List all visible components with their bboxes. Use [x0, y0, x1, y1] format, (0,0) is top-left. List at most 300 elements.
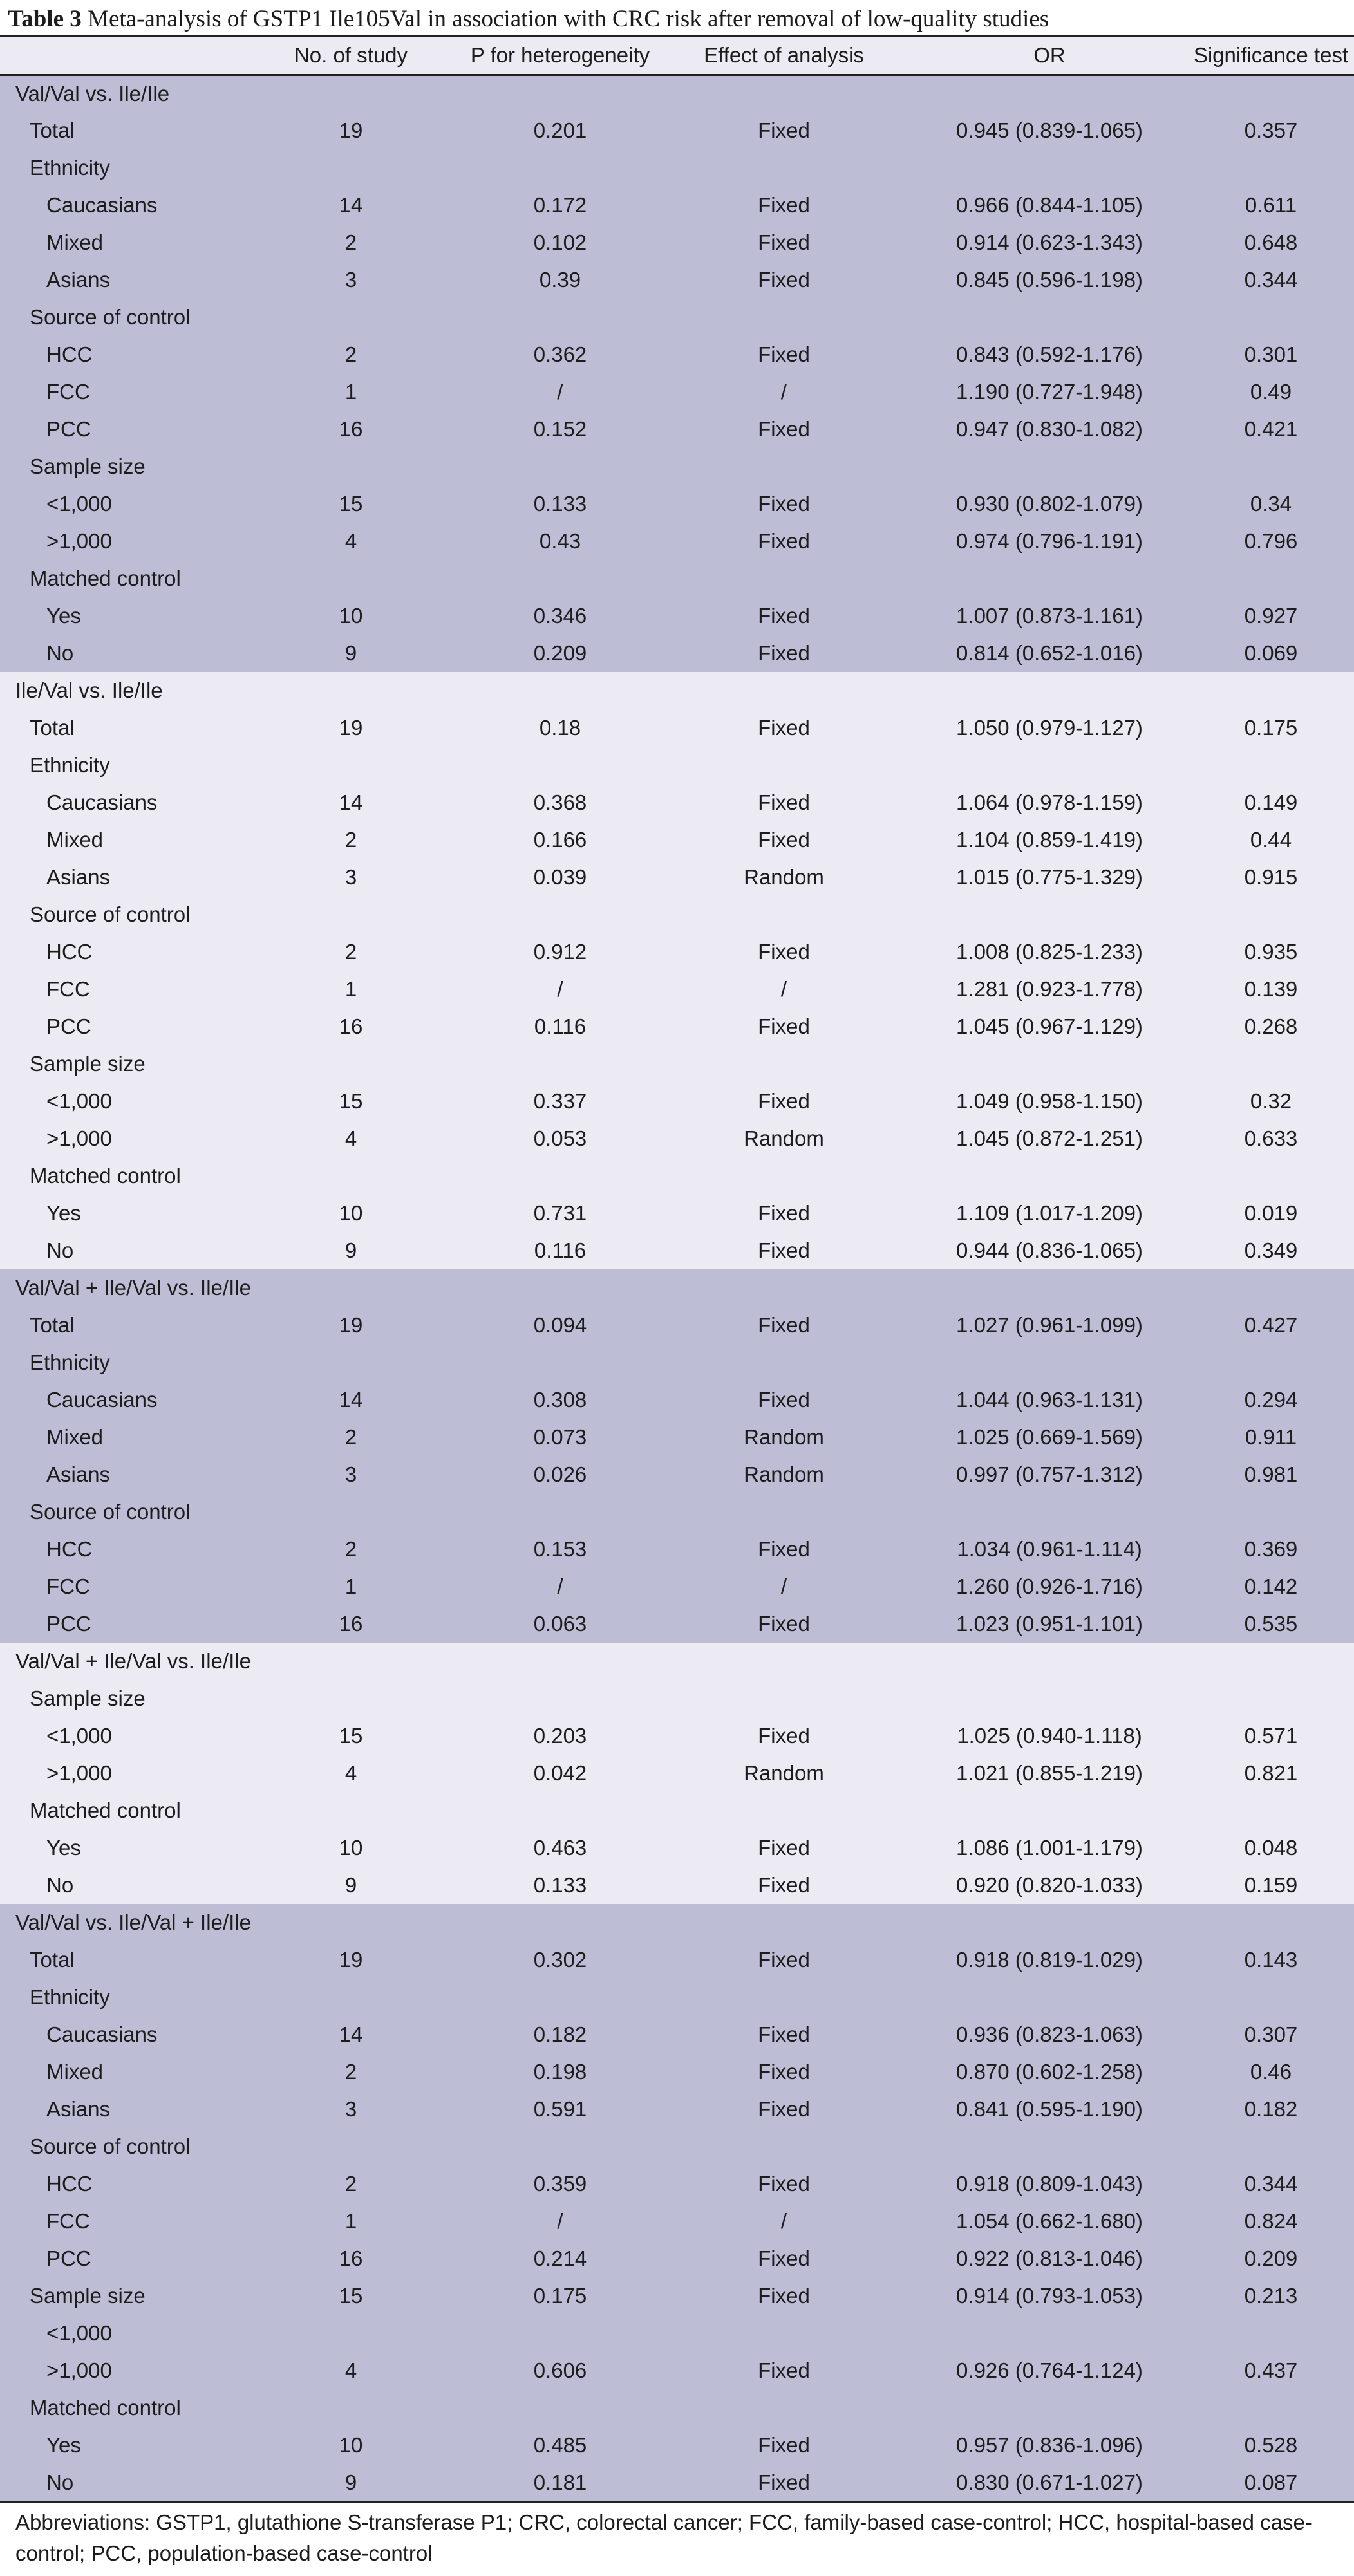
cell-p-heterogeneity: [464, 2315, 657, 2352]
table-row: [0, 2389, 1354, 2427]
row-label: FCC: [0, 971, 238, 1008]
cell-significance: 0.535: [1188, 1605, 1354, 1643]
cell-or: 1.050 (0.979-1.127): [911, 709, 1188, 747]
cell-no-of-study: 3: [238, 859, 464, 896]
row-label: No: [0, 635, 238, 672]
table-row: [0, 896, 1354, 933]
section-title-row: [0, 75, 1354, 112]
cell-or: [911, 560, 1188, 597]
table-row: [0, 784, 1354, 821]
cell-p-heterogeneity: /: [464, 1568, 657, 1605]
cell-significance: [1188, 448, 1354, 485]
cell-or: [911, 1680, 1188, 1717]
row-label: Mixed: [0, 821, 238, 859]
table-row: [0, 1083, 1354, 1120]
cell-p-heterogeneity: [464, 1045, 657, 1083]
table-row: [0, 485, 1354, 523]
row-label: <1,000: [0, 1083, 238, 1120]
cell-no-of-study: 2: [238, 2053, 464, 2091]
cell-no-of-study: [238, 1979, 464, 2016]
cell-or: 1.045 (0.872-1.251): [911, 1120, 1188, 1157]
cell-effect: [657, 1344, 911, 1381]
cell-effect: /: [657, 1568, 911, 1605]
row-label: No: [0, 1232, 238, 1269]
cell-effect: Random: [657, 1419, 911, 1456]
table-caption-text: Meta-analysis of GSTP1 Ile105Val in association with CRC risk after removal of low-quality studies: [88, 6, 1049, 32]
cell-or: [911, 2128, 1188, 2165]
cell-effect: Fixed: [657, 2277, 911, 2315]
cell-effect: Fixed: [657, 1717, 911, 1755]
cell-or: 0.922 (0.813-1.046): [911, 2240, 1188, 2277]
cell-effect: [657, 448, 911, 485]
cell-effect: Fixed: [657, 261, 911, 299]
cell-p-heterogeneity: /: [464, 971, 657, 1008]
row-label: Caucasians: [0, 1381, 238, 1419]
table-row: [0, 560, 1354, 597]
table-row: [0, 2240, 1354, 2277]
cell-no-of-study: 1: [238, 2203, 464, 2240]
cell-effect: Fixed: [657, 1232, 911, 1269]
cell-or: 0.914 (0.793-1.053): [911, 2277, 1188, 2315]
table-caption: [0, 0, 1354, 37]
table-row: [0, 448, 1354, 485]
cell-p-heterogeneity: 0.308: [464, 1381, 657, 1419]
row-label: <1,000: [0, 2315, 238, 2352]
cell-significance: 0.087: [1188, 2464, 1354, 2501]
cell-or: 0.997 (0.757-1.312): [911, 1456, 1188, 1493]
cell-or: 0.830 (0.671-1.027): [911, 2464, 1188, 2501]
cell-or: 1.023 (0.951-1.101): [911, 1605, 1188, 1643]
cell-or: 0.947 (0.830-1.082): [911, 411, 1188, 448]
cell-no-of-study: 2: [238, 933, 464, 971]
cell-or: [911, 448, 1188, 485]
row-label: Total: [0, 709, 238, 747]
row-label: <1,000: [0, 1717, 238, 1755]
row-label: Sample size: [0, 448, 238, 485]
cell-no-of-study: 10: [238, 1829, 464, 1867]
cell-or: [911, 1979, 1188, 2016]
row-label: FCC: [0, 373, 238, 411]
section-title-row: [0, 1643, 1354, 1680]
cell-no-of-study: 2: [238, 1419, 464, 1456]
cell-no-of-study: 15: [238, 1717, 464, 1755]
cell-significance: [1188, 1157, 1354, 1195]
cell-p-heterogeneity: [464, 560, 657, 597]
cell-no-of-study: 1: [238, 971, 464, 1008]
row-label: Yes: [0, 1195, 238, 1232]
cell-no-of-study: 9: [238, 2464, 464, 2501]
cell-effect: [657, 896, 911, 933]
table-row: [0, 1195, 1354, 1232]
table-row: [0, 299, 1354, 336]
cell-no-of-study: [238, 1344, 464, 1381]
cell-no-of-study: [238, 560, 464, 597]
cell-effect: Fixed: [657, 1829, 911, 1867]
cell-effect: Fixed: [657, 411, 911, 448]
cell-p-heterogeneity: [464, 149, 657, 187]
cell-significance: 0.821: [1188, 1755, 1354, 1792]
cell-effect: Fixed: [657, 1307, 911, 1344]
row-label: HCC: [0, 1531, 238, 1568]
cell-effect: Fixed: [657, 709, 911, 747]
header-cell-label: [0, 37, 238, 75]
cell-or: 1.054 (0.662-1.680): [911, 2203, 1188, 2240]
cell-effect: Fixed: [657, 784, 911, 821]
row-label: Total: [0, 1941, 238, 1979]
cell-or: 1.025 (0.940-1.118): [911, 1717, 1188, 1755]
cell-p-heterogeneity: 0.094: [464, 1307, 657, 1344]
cell-p-heterogeneity: 0.201: [464, 112, 657, 149]
cell-or: [911, 1493, 1188, 1531]
cell-effect: Random: [657, 1755, 911, 1792]
row-label: >1,000: [0, 1755, 238, 1792]
row-label: Yes: [0, 2427, 238, 2464]
cell-or: 1.190 (0.727-1.948): [911, 373, 1188, 411]
cell-p-heterogeneity: 0.606: [464, 2352, 657, 2389]
cell-or: 1.034 (0.961-1.114): [911, 1531, 1188, 1568]
cell-effect: Fixed: [657, 635, 911, 672]
table-row: [0, 821, 1354, 859]
cell-p-heterogeneity: 0.39: [464, 261, 657, 299]
table-row: [0, 2427, 1354, 2464]
cell-effect: Fixed: [657, 224, 911, 261]
table-row: [0, 1232, 1354, 1269]
cell-no-of-study: 2: [238, 1531, 464, 1568]
cell-no-of-study: [238, 2389, 464, 2427]
row-label: Ethnicity: [0, 1979, 238, 2016]
cell-effect: Fixed: [657, 336, 911, 373]
cell-or: 0.944 (0.836-1.065): [911, 1232, 1188, 1269]
cell-no-of-study: 9: [238, 1232, 464, 1269]
cell-or: 1.260 (0.926-1.716): [911, 1568, 1188, 1605]
cell-p-heterogeneity: 0.203: [464, 1717, 657, 1755]
table-row: [0, 1941, 1354, 1979]
row-label: Ethnicity: [0, 1344, 238, 1381]
cell-significance: 0.307: [1188, 2016, 1354, 2053]
cell-effect: [657, 1792, 911, 1829]
row-label: Ethnicity: [0, 149, 238, 187]
row-label: Sample size: [0, 1680, 238, 1717]
cell-significance: 0.935: [1188, 933, 1354, 971]
cell-effect: Fixed: [657, 1605, 911, 1643]
cell-p-heterogeneity: 0.039: [464, 859, 657, 896]
cell-or: 0.841 (0.595-1.190): [911, 2091, 1188, 2128]
table-row: [0, 635, 1354, 672]
cell-or: 0.926 (0.764-1.124): [911, 2352, 1188, 2389]
row-label: Yes: [0, 1829, 238, 1867]
cell-significance: 0.268: [1188, 1008, 1354, 1045]
cell-effect: Fixed: [657, 2016, 911, 2053]
table-row: [0, 1568, 1354, 1605]
table-row: [0, 1157, 1354, 1195]
row-label: PCC: [0, 1008, 238, 1045]
cell-no-of-study: [238, 1157, 464, 1195]
cell-p-heterogeneity: 0.485: [464, 2427, 657, 2464]
header-cell-significance: Significance test: [1188, 37, 1354, 75]
row-label: Matched control: [0, 560, 238, 597]
cell-or: 1.049 (0.958-1.150): [911, 1083, 1188, 1120]
row-label: Total: [0, 1307, 238, 1344]
row-label: FCC: [0, 1568, 238, 1605]
cell-or: 1.045 (0.967-1.129): [911, 1008, 1188, 1045]
cell-p-heterogeneity: 0.182: [464, 2016, 657, 2053]
table-row: [0, 1680, 1354, 1717]
cell-p-heterogeneity: [464, 1157, 657, 1195]
cell-or: [911, 2389, 1188, 2427]
meta-analysis-table: [0, 37, 1354, 2501]
cell-p-heterogeneity: 0.368: [464, 784, 657, 821]
cell-significance: [1188, 1792, 1354, 1829]
cell-significance: 0.294: [1188, 1381, 1354, 1419]
cell-no-of-study: 2: [238, 2165, 464, 2203]
cell-no-of-study: 16: [238, 411, 464, 448]
table-row: [0, 1120, 1354, 1157]
row-label: Caucasians: [0, 187, 238, 224]
header-cell-p-heterogeneity: P for heterogeneity: [464, 37, 657, 75]
section-title-row: [0, 1269, 1354, 1307]
table-row: [0, 2277, 1354, 2315]
cell-p-heterogeneity: 0.172: [464, 187, 657, 224]
cell-effect: [657, 1680, 911, 1717]
cell-significance: 0.633: [1188, 1120, 1354, 1157]
cell-or: 0.814 (0.652-1.016): [911, 635, 1188, 672]
cell-effect: Fixed: [657, 1867, 911, 1904]
cell-significance: 0.915: [1188, 859, 1354, 896]
cell-effect: [657, 1979, 911, 2016]
cell-or: 1.021 (0.855-1.219): [911, 1755, 1188, 1792]
section-title: Val/Val + Ile/Val vs. Ile/Ile: [0, 1643, 1354, 1680]
cell-no-of-study: 3: [238, 2091, 464, 2128]
table-row: [0, 1045, 1354, 1083]
section-title: Val/Val vs. Ile/Ile: [0, 75, 1354, 112]
cell-significance: 0.344: [1188, 261, 1354, 299]
cell-effect: [657, 560, 911, 597]
cell-significance: [1188, 1680, 1354, 1717]
cell-effect: Fixed: [657, 187, 911, 224]
cell-no-of-study: [238, 1045, 464, 1083]
cell-effect: Fixed: [657, 2091, 911, 2128]
cell-no-of-study: 4: [238, 2352, 464, 2389]
cell-no-of-study: 1: [238, 373, 464, 411]
cell-or: 1.104 (0.859-1.419): [911, 821, 1188, 859]
cell-significance: 0.571: [1188, 1717, 1354, 1755]
cell-effect: [657, 1045, 911, 1083]
cell-no-of-study: [238, 448, 464, 485]
cell-significance: 0.421: [1188, 411, 1354, 448]
cell-no-of-study: 14: [238, 1381, 464, 1419]
table-row: [0, 1493, 1354, 1531]
cell-no-of-study: [238, 149, 464, 187]
cell-significance: 0.49: [1188, 373, 1354, 411]
cell-significance: 0.427: [1188, 1307, 1354, 1344]
cell-no-of-study: 15: [238, 485, 464, 523]
cell-significance: [1188, 2128, 1354, 2165]
cell-p-heterogeneity: 0.463: [464, 1829, 657, 1867]
cell-no-of-study: 16: [238, 1605, 464, 1643]
cell-effect: Fixed: [657, 933, 911, 971]
row-label: Caucasians: [0, 2016, 238, 2053]
cell-significance: 0.369: [1188, 1531, 1354, 1568]
row-label: PCC: [0, 411, 238, 448]
cell-or: [911, 747, 1188, 784]
cell-no-of-study: 3: [238, 1456, 464, 1493]
header-cell-effect: Effect of analysis: [657, 37, 911, 75]
table-row: [0, 2128, 1354, 2165]
cell-significance: 0.357: [1188, 112, 1354, 149]
table-section: [0, 75, 1354, 672]
cell-significance: 0.159: [1188, 1867, 1354, 1904]
cell-no-of-study: 10: [238, 1195, 464, 1232]
cell-significance: 0.34: [1188, 485, 1354, 523]
cell-or: [911, 299, 1188, 336]
cell-no-of-study: [238, 896, 464, 933]
cell-significance: 0.143: [1188, 1941, 1354, 1979]
table-section: [0, 1643, 1354, 1904]
cell-p-heterogeneity: [464, 1792, 657, 1829]
cell-no-of-study: 15: [238, 2277, 464, 2315]
cell-significance: [1188, 1045, 1354, 1083]
table-row: [0, 747, 1354, 784]
cell-p-heterogeneity: /: [464, 2203, 657, 2240]
cell-no-of-study: [238, 747, 464, 784]
table-row: [0, 2315, 1354, 2352]
row-label: Yes: [0, 597, 238, 635]
cell-or: [911, 1045, 1188, 1083]
cell-or: 1.025 (0.669-1.569): [911, 1419, 1188, 1456]
cell-effect: [657, 2128, 911, 2165]
table-row: [0, 2352, 1354, 2389]
row-label: >1,000: [0, 2352, 238, 2389]
cell-significance: 0.069: [1188, 635, 1354, 672]
row-label: Mixed: [0, 2053, 238, 2091]
cell-p-heterogeneity: [464, 2128, 657, 2165]
table-row: [0, 149, 1354, 187]
table-row: [0, 1979, 1354, 2016]
cell-or: 1.109 (1.017-1.209): [911, 1195, 1188, 1232]
table-row: [0, 336, 1354, 373]
cell-p-heterogeneity: [464, 448, 657, 485]
table-header: [0, 37, 1354, 75]
row-label: Asians: [0, 261, 238, 299]
table-row: [0, 1867, 1354, 1904]
table-row: [0, 224, 1354, 261]
section-title: Val/Val + Ile/Val vs. Ile/Ile: [0, 1269, 1354, 1307]
cell-or: [911, 1792, 1188, 1829]
table-row: [0, 1344, 1354, 1381]
cell-p-heterogeneity: 0.302: [464, 1941, 657, 1979]
cell-significance: 0.648: [1188, 224, 1354, 261]
cell-p-heterogeneity: [464, 1979, 657, 2016]
row-label: >1,000: [0, 523, 238, 560]
table-row: [0, 1717, 1354, 1755]
cell-p-heterogeneity: 0.362: [464, 336, 657, 373]
table-row: [0, 2203, 1354, 2240]
section-title-row: [0, 672, 1354, 709]
row-label: Source of control: [0, 2128, 238, 2165]
cell-effect: Fixed: [657, 112, 911, 149]
row-label: Mixed: [0, 1419, 238, 1456]
cell-significance: [1188, 2315, 1354, 2352]
cell-p-heterogeneity: [464, 1344, 657, 1381]
table-row: [0, 1419, 1354, 1456]
cell-or: 1.027 (0.961-1.099): [911, 1307, 1188, 1344]
cell-significance: [1188, 2389, 1354, 2427]
row-label: <1,000: [0, 485, 238, 523]
cell-p-heterogeneity: 0.731: [464, 1195, 657, 1232]
cell-effect: [657, 1493, 911, 1531]
cell-no-of-study: 19: [238, 709, 464, 747]
cell-p-heterogeneity: 0.591: [464, 2091, 657, 2128]
cell-p-heterogeneity: 0.042: [464, 1755, 657, 1792]
table-row: [0, 1829, 1354, 1867]
cell-or: 0.920 (0.820-1.033): [911, 1867, 1188, 1904]
table-section: [0, 672, 1354, 1269]
cell-effect: Fixed: [657, 1381, 911, 1419]
cell-or: [911, 1157, 1188, 1195]
cell-p-heterogeneity: 0.359: [464, 2165, 657, 2203]
row-label: Sample size: [0, 2277, 238, 2315]
row-label: Total: [0, 112, 238, 149]
cell-or: 0.945 (0.839-1.065): [911, 112, 1188, 149]
row-label: Source of control: [0, 896, 238, 933]
table-row: [0, 709, 1354, 747]
cell-effect: Fixed: [657, 2427, 911, 2464]
cell-significance: 0.182: [1188, 2091, 1354, 2128]
cell-significance: 0.981: [1188, 1456, 1354, 1493]
row-label: FCC: [0, 2203, 238, 2240]
row-label: HCC: [0, 933, 238, 971]
cell-effect: Fixed: [657, 2464, 911, 2501]
cell-effect: Fixed: [657, 2165, 911, 2203]
row-label: Ethnicity: [0, 747, 238, 784]
cell-or: 0.957 (0.836-1.096): [911, 2427, 1188, 2464]
cell-p-heterogeneity: 0.053: [464, 1120, 657, 1157]
cell-or: [911, 149, 1188, 187]
cell-no-of-study: [238, 2315, 464, 2352]
cell-no-of-study: [238, 1493, 464, 1531]
cell-p-heterogeneity: 0.912: [464, 933, 657, 971]
cell-effect: /: [657, 2203, 911, 2240]
table-row: [0, 2464, 1354, 2501]
cell-significance: 0.149: [1188, 784, 1354, 821]
cell-significance: 0.911: [1188, 1419, 1354, 1456]
cell-no-of-study: 2: [238, 336, 464, 373]
cell-p-heterogeneity: 0.198: [464, 2053, 657, 2091]
table-row: [0, 1792, 1354, 1829]
cell-no-of-study: 14: [238, 2016, 464, 2053]
cell-or: 1.064 (0.978-1.159): [911, 784, 1188, 821]
table-row: [0, 261, 1354, 299]
cell-no-of-study: 14: [238, 187, 464, 224]
cell-p-heterogeneity: 0.18: [464, 709, 657, 747]
cell-p-heterogeneity: 0.102: [464, 224, 657, 261]
cell-no-of-study: 10: [238, 2427, 464, 2464]
table-row: [0, 1456, 1354, 1493]
cell-no-of-study: 2: [238, 821, 464, 859]
section-title-row: [0, 1904, 1354, 1941]
cell-p-heterogeneity: 0.181: [464, 2464, 657, 2501]
cell-effect: [657, 2315, 911, 2352]
row-label: HCC: [0, 336, 238, 373]
row-label: PCC: [0, 2240, 238, 2277]
cell-p-heterogeneity: 0.063: [464, 1605, 657, 1643]
cell-no-of-study: 4: [238, 523, 464, 560]
table-row: [0, 112, 1354, 149]
cell-effect: Fixed: [657, 523, 911, 560]
cell-effect: /: [657, 373, 911, 411]
cell-no-of-study: 3: [238, 261, 464, 299]
row-label: Matched control: [0, 1157, 238, 1195]
